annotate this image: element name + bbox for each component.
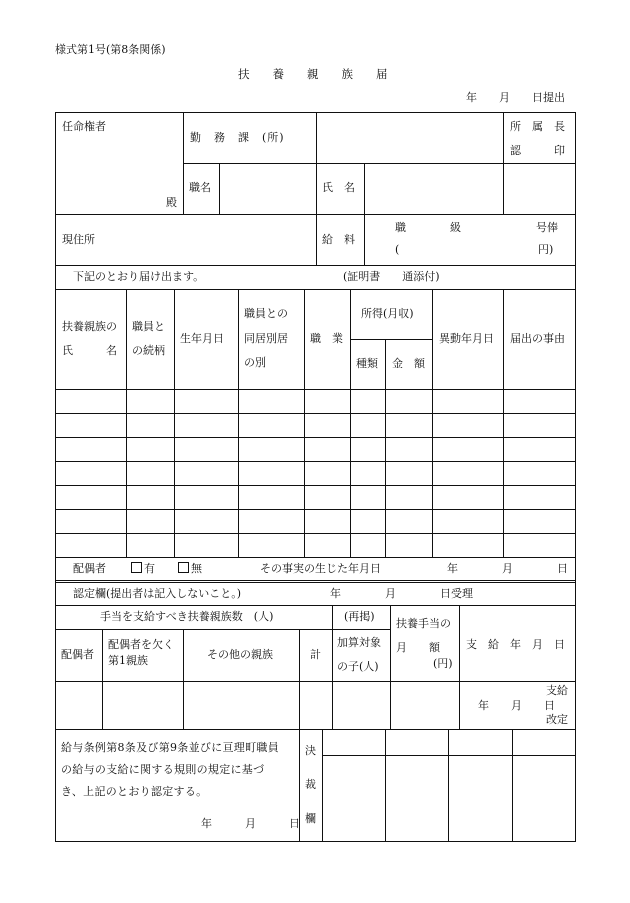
decision-seal-2[interactable] <box>387 757 447 840</box>
col-relation-2: の続柄 <box>132 344 165 357</box>
address-field[interactable] <box>57 216 315 264</box>
spouse-no-label: 無 <box>191 562 202 575</box>
post-label: 職名 <box>189 181 211 194</box>
fact-date-label: その事実の生じた年月日 <box>260 562 381 575</box>
certificate-count: (証明書 通添付) <box>343 270 440 283</box>
col-first-relative-1: 配偶者を欠く <box>108 638 174 651</box>
grade-label: 職 級 <box>395 221 461 234</box>
allowance-label-2: 月 額 <box>396 641 440 654</box>
address-label: 現住所 <box>62 233 95 246</box>
revise-label: 改定 <box>546 713 568 726</box>
appointer-field[interactable] <box>60 130 180 210</box>
allowance-unit: (円) <box>433 657 453 670</box>
spouse-yes-option[interactable] <box>131 562 155 576</box>
col-name-1: 扶養親族の <box>62 320 117 333</box>
chief-label: 所 属 長 <box>510 120 565 133</box>
count-first-field[interactable] <box>104 683 182 728</box>
table-row[interactable] <box>56 510 575 533</box>
decision-label-1: 決 <box>305 744 316 757</box>
submit-date: 年 月 日提出 <box>466 91 565 104</box>
col-other-relatives: その他の親族 <box>207 648 273 661</box>
post-field[interactable] <box>221 165 315 213</box>
salary-label: 給 料 <box>322 233 355 246</box>
count-other-field[interactable] <box>185 683 298 728</box>
pay-label: 支給 <box>546 684 568 697</box>
decision-seal-3[interactable] <box>450 757 511 840</box>
bonus-child-field[interactable] <box>334 683 389 728</box>
basis-line-2: の給与の支給に関する規則の規定に基づ <box>61 763 265 776</box>
basis-line-3: き、上記のとおり認定する。 <box>61 785 208 798</box>
received-date: 年 月 日受理 <box>330 587 473 600</box>
approval-heading: 認定欄(提出者は記入しないこと。) <box>73 587 242 600</box>
col-first-relative-2: 第1親族 <box>108 654 148 667</box>
count-spouse-field[interactable] <box>57 683 101 728</box>
appointer-label: 任命権者 <box>62 120 106 133</box>
spouse-label: 配偶者 <box>73 562 106 575</box>
basis-line-1: 給与条例第8条及び第9条並びに亘理町職員 <box>61 741 279 754</box>
reprint-label: (再掲) <box>344 610 375 623</box>
pay-date-header: 支 給 年 月 日 <box>466 638 565 651</box>
dept-field[interactable] <box>318 114 502 162</box>
table-row[interactable] <box>56 390 575 413</box>
seal-field[interactable] <box>505 165 574 213</box>
count-header: 手当を支給すべき扶養親族数 (人) <box>100 610 274 623</box>
step-label: 号俸 <box>536 221 558 234</box>
col-total: 計 <box>310 648 321 661</box>
form-number: 様式第1号(第8条関係) <box>55 43 166 56</box>
col-living-2: 同居別居 <box>244 332 288 345</box>
spouse-yes-label: 有 <box>144 562 155 575</box>
table-row[interactable] <box>56 534 575 557</box>
col-birthdate: 生年月日 <box>180 332 224 345</box>
name-label: 氏 名 <box>322 181 355 194</box>
col-reason: 届出の事由 <box>510 332 565 345</box>
dono-label: 殿 <box>166 196 177 209</box>
salary-paren: ( <box>395 243 400 256</box>
allowance-amount-field[interactable] <box>392 683 458 728</box>
salary-yen: 円) <box>538 243 554 256</box>
col-income: 所得(月収) <box>361 307 414 320</box>
col-income-amount: 金 額 <box>392 357 425 370</box>
notice-text: 下記のとおり届け出ます。 <box>73 270 205 283</box>
col-relation-1: 職員と <box>132 320 165 333</box>
name-field[interactable] <box>366 165 502 213</box>
checkbox-icon[interactable] <box>131 562 142 573</box>
decision-seal-1[interactable] <box>324 757 384 840</box>
form-title: 扶 養 親 族 届 <box>238 67 388 81</box>
col-income-kind: 種類 <box>356 357 378 370</box>
fact-date-value: 年 月 日 <box>447 562 568 575</box>
bonus-child-2: の子(人) <box>337 660 379 673</box>
decision-seal-4[interactable] <box>514 757 574 840</box>
col-living-3: の別 <box>244 356 266 369</box>
count-total-field[interactable] <box>301 683 331 728</box>
table-row[interactable] <box>56 414 575 437</box>
decision-label-3: 欄 <box>305 812 316 825</box>
allowance-label-1: 扶養手当の <box>396 617 451 630</box>
table-row[interactable] <box>56 486 575 509</box>
checkbox-icon[interactable] <box>178 562 189 573</box>
col-spouse: 配偶者 <box>61 648 94 661</box>
col-change-date: 異動年月日 <box>439 332 494 345</box>
dept-label: 勤 務 課 (所) <box>190 131 285 144</box>
spouse-no-option[interactable] <box>178 562 202 576</box>
table-row[interactable] <box>56 462 575 485</box>
bonus-child-1: 加算対象 <box>337 636 381 649</box>
col-living-1: 職員との <box>244 307 288 320</box>
pay-ymd: 年 月 日 <box>478 699 555 712</box>
basis-date: 年 月 日 <box>201 817 300 830</box>
table-row[interactable] <box>56 438 575 461</box>
col-occupation: 職 業 <box>310 332 343 345</box>
seal-label: 認 印 <box>510 144 565 157</box>
decision-label-2: 裁 <box>305 778 316 791</box>
col-name-2: 氏 名 <box>62 344 117 357</box>
